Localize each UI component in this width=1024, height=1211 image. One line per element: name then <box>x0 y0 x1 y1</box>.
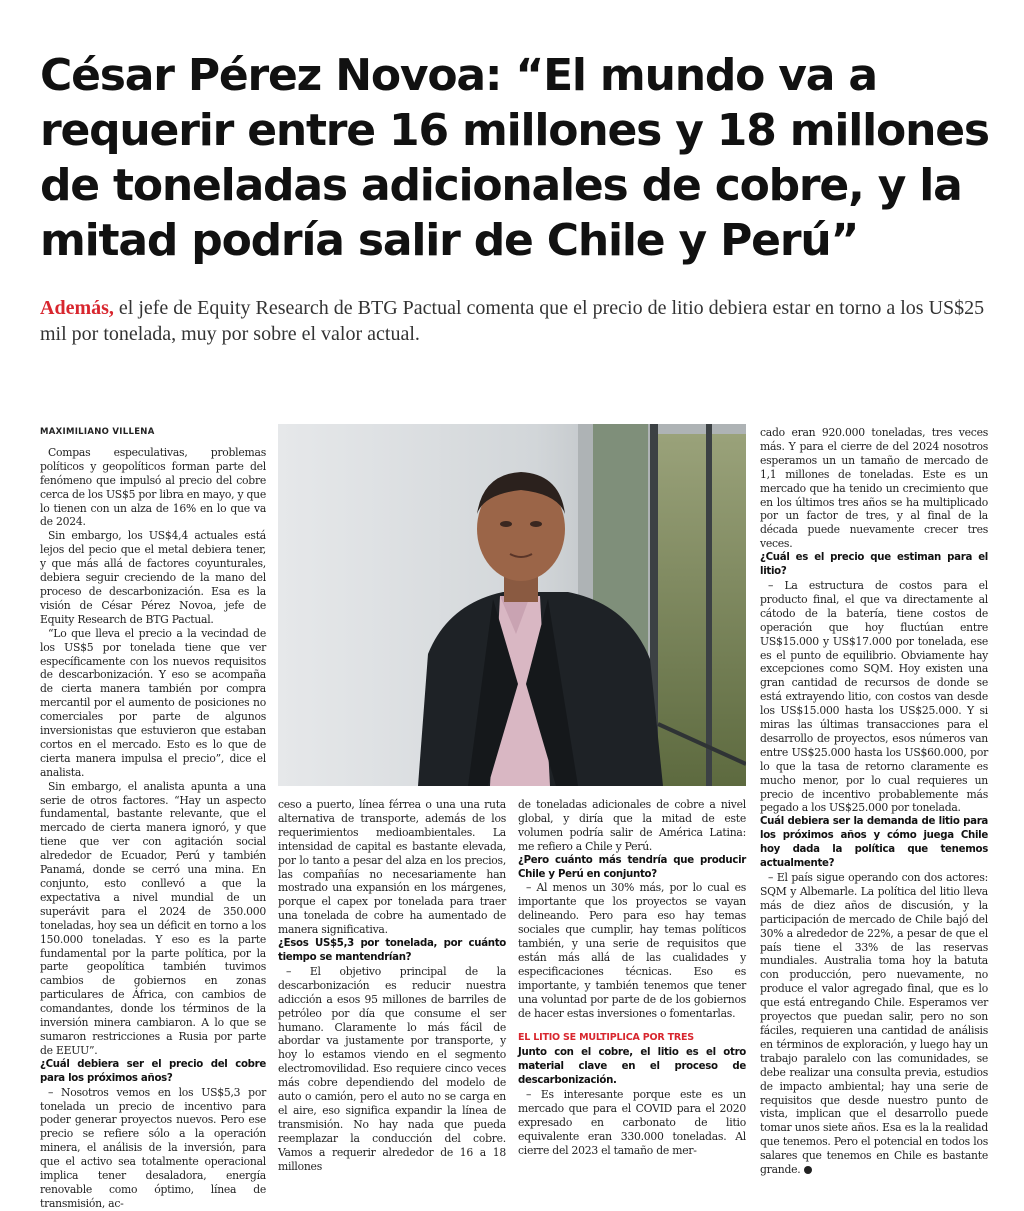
paragraph: cado eran 920.000 toneladas, tres veces más. Y para el cierre de del 2024 nosotros esperamos un un tamaño de mercado de 1,1 millones de toneladas. Este es un mercado que ha tenido un crecimiento que en los últimos tres años se ha multiplicado por un factor de tres, y al final de la década puede nuevamente crecer tres veces. <box>760 426 988 551</box>
interview-question: Cuál debiera ser la demanda de litio para los próximos años y cómo juega Chile hoy dada la política que tenemos actualmente? <box>760 816 988 870</box>
section-heading: EL LITIO SE MULTIPLICA POR TRES <box>518 1031 694 1043</box>
portrait-photo <box>278 424 746 786</box>
paragraph: – Es interesante porque este es un mercado que para el COVID para el 2020 expresado en carbonato de litio equivalente eran 330.000 toneladas. Al cierre del 2023 el tamaño de mer- <box>518 1088 746 1157</box>
paragraph: – Al menos un 30% más, por lo cual es importante que los proyectos se vayan delineando. Pero para eso hay temas sociales que cumplir, hay temas políticos también, y una serie de requisitos que están más allá de las cualidades y especificaciones técnicas. Eso es importante, y también tenemos que tener una voluntad por parte de de los gobiernos de hacer estas inversiones o fomentarlas. <box>518 881 746 1020</box>
paragraph: de toneladas adicionales de cobre a nivel global, y diría que la mitad de este volumen podría salir de América Latina: me refiero a Chile y Perú. <box>518 798 746 853</box>
paragraph: – Nosotros vemos en los US$5,3 por tonelada un precio de incentivo para poder generar proyectos nuevos. Pero ese precio se refiere sólo a la operación minera, el análisis de la inversión, para que el activo sea totalmente operacional implica tener desaladora, energía renovable como óptimo, línea de transmisión, ac- <box>40 1085 266 1210</box>
article-column-2 <box>278 798 506 1173</box>
interview-question: ¿Esos US$5,3 por tonelada, por cuánto tiempo se mantendrían? <box>278 938 506 963</box>
headline: César Pérez Novoa: “El mundo va a requerir entre 16 millones y 18 millones de toneladas adicionales de cobre, y la mitad podría salir de Chile y Perú” <box>40 50 989 266</box>
paragraph: Sin embargo, el analista apunta a una serie de otros factores. “Hay un aspecto fundamental, bastante relevante, que el mercado de cierta manera ignoró, y que tiene que ver con agitación social alrededor de Ecuador, Perú y también Panamá, donde se cerró una mina. En conjunto, esto conllevó a que la expectativa a nivel mundial de un superávit para el 2024 de 350.000 toneladas, hoy sea un déficit en torno a los 150.000 toneladas. Y eso es la parte fundamental por la parte política, por la parte geopolítica también tuvimos cambios de gobiernos en zonas particulares de África, con cambios de comandantes, donde los términos de la inversión minera cambiaron. A lo que se sumaron restricciones a Rusia por parte de EEUU”. <box>40 779 266 1057</box>
interview-question: ¿Cuál es el precio que estiman para el litio? <box>760 552 988 578</box>
interview-question: ¿Cuál debiera ser el precio del cobre para los próximos años? <box>40 1058 266 1084</box>
end-of-article-icon: P <box>804 1166 812 1174</box>
paragraph <box>760 871 988 1177</box>
paragraph-text: – El país sigue operando con dos actores: SQM y Albemarle. La política del litio lleva más de diez años de discusión, y la participación de mercado de Chile bajó del 30% a alrededor de 22%, a pesar de que el país tiene el 33% de las reservas mundiales. Australia toma hoy la batuta con producción, pero nuevamente, no produce el valor agregado final, que es lo que está entregando Chile. Esperamos ver proyectos que puedan salir, pero no son fáciles, requieren una cantidad de análisis en términos de exploración, y luego hay un trabajo paralelo con las comunidades, se debe realizar una consulta previa, estudios de impacto ambiental; hay una serie de requisitos que desde nuestro punto de vista, implican que el desarrollo puede tomar unos siete años. Esa es la la realidad que tenemos. Pero el potencial en todos los salares que tenemos en Chile es bastante grande. <box>760 871 988 1177</box>
article-column-1 <box>40 426 266 1211</box>
standfirst-text: el jefe de Equity Research de BTG Pactual comenta que el precio de litio debiera estar en torno a los US$25 mil por tonelada, muy por sobre el valor actual. <box>40 297 985 345</box>
byline: MAXIMILIANO VILLENA <box>40 427 155 437</box>
paragraph: Sin embargo, los US$4,4 actuales está lejos del pecio que el metal debiera tener, y que más allá de factores coyunturales, debiera seguir creciendo de la mano del proceso de descarbonización. Esa es la visión de César Pérez Novoa, jefe de Equity Research de BTG Pactual. <box>40 529 266 626</box>
portrait-image <box>278 424 746 786</box>
paragraph: Compas especulativas, problemas políticos y geopolíticos forman parte del fenómeno que impulsó al precio del cobre cerca de los US$5 por libra en mayo, y que lo tienen con un alza de 16% en lo que va de 2024. <box>40 445 266 529</box>
paragraph: – La estructura de costos para el producto final, el que va directamente al cátodo de la batería, tiene costos de operación que hoy fluctúan entre US$15.000 y US$17.000 por tonelada, ese es el punto de equilibrio. Obviamente hay excepciones como SQM. Hoy existen una gran cantidad de recursos de donde se está extrayendo litio, con costos van desde los US$15.000 hasta los US$25.000. Y si miras las últimas transacciones para el desarrollo de proyectos, esos números van entre US$25.000 hasta los US$60.000, por lo que la tasa de retorno claramente es mucho menor, por lo cual requieres un precio de incentivo probablemente más pegado a los US$25.000 por tonelada. <box>760 578 988 815</box>
interview-question: ¿Pero cuánto más tendría que producir Chile y Perú en conjunto? <box>518 854 746 880</box>
standfirst <box>40 295 1000 347</box>
paragraph: – El objetivo principal de la descarbonización es reducir nuestra adicción a esos 95 millones de barriles de petróleo por día que consume el ser humano. Claramente lo más fácil de abordar va justamente por transporte, y hoy lo estamos viendo en el segmento electromovilidad. Eso requiere cinco veces más cobre dependiendo del modelo de auto o camión, pero el auto no se carga en el aire, eso significa expandir la línea de transmisión. No hay nada que pueda reemplazar la conducción del cobre. Vamos a requerir alrededor de 16 a 18 millones <box>278 964 506 1173</box>
section-lead: Junto con el cobre, el litio es el otro material clave en el proceso de descarbonización. <box>518 1047 746 1087</box>
standfirst-lead: Además, <box>40 297 114 319</box>
paragraph: ceso a puerto, línea férrea o una una ruta alternativa de transporte, además de los requerimientos medioambientales. La intensidad de capital es bastante elevada, por lo tanto a pesar del alza en los precios, las compañías no necesariamente han mostrado una expansión en los márgenes, porque el capex por tonelada para traer una tonelada de cobre ha aumentado de manera significativa. <box>278 798 506 937</box>
article-column-4 <box>760 426 988 1177</box>
paragraph: “Lo que lleva el precio a la vecindad de los US$5 por tonelada tiene que ver específicamente con los nuevos requisitos de descarbonización. Y eso se acompaña de cierta manera también por compra mercantil por el aumento de posiciones no comerciales por parte de algunos inversionistas que estuvieron que estaban cortos en el mercado. Esto es lo que de cierta manera impulsa el precio”, dice el analista. <box>40 626 266 779</box>
article-column-3 <box>518 798 746 1158</box>
